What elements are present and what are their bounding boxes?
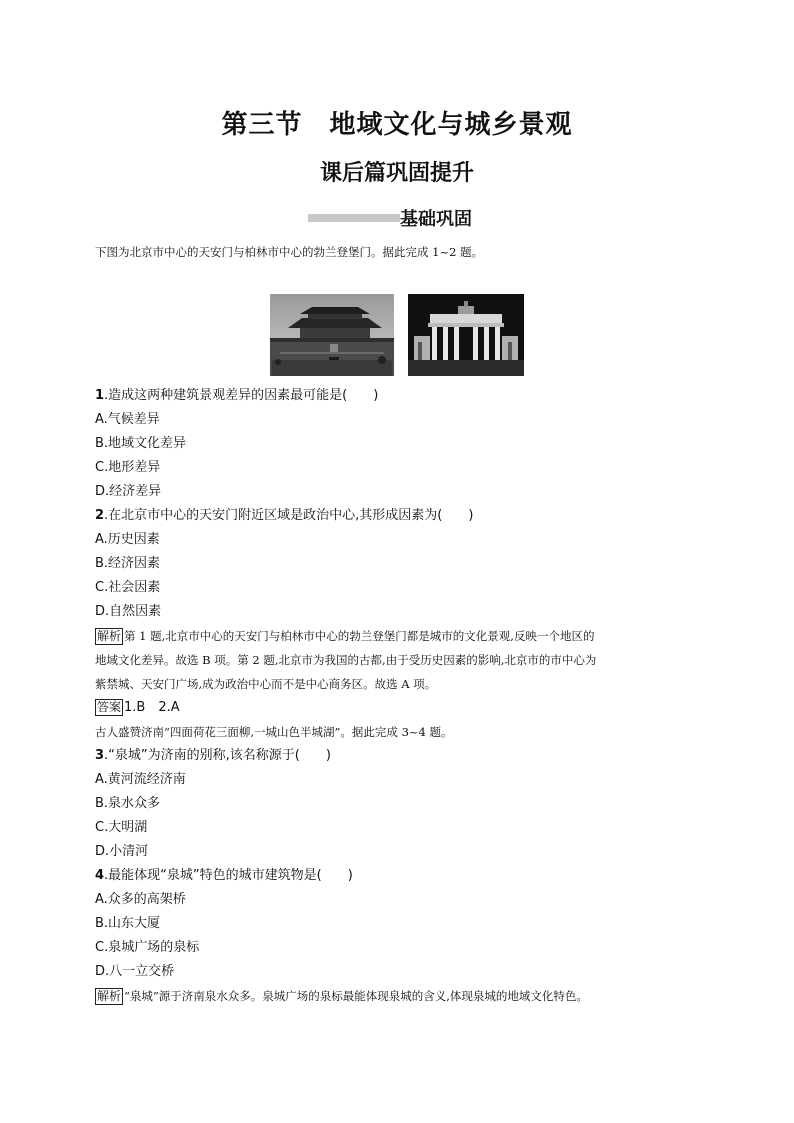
question-stem: .造成这两种建筑景观差异的因素最可能是( ) <box>104 388 379 403</box>
option-4c: C.泉城广场的泉标 <box>95 940 200 955</box>
question-4 <box>95 864 705 888</box>
option-2b: B.经济因素 <box>95 556 161 571</box>
question-number: 2 <box>95 508 105 523</box>
answer-1 <box>95 696 705 720</box>
section-heading <box>308 205 508 231</box>
option-4b: B.山东大厦 <box>95 916 161 931</box>
option-1c: C.地形差异 <box>95 460 161 475</box>
section-label: 基础巩固 <box>400 209 472 230</box>
question-number: 1 <box>95 388 105 403</box>
intro-text-1: 下图为北京市中心的天安门与柏林市中心的勃兰登堡门。据此完成 1~2 题。 <box>95 245 484 259</box>
question-3 <box>95 744 705 768</box>
page-title: 第三节 地域文化与城乡景观 <box>221 110 573 140</box>
photo-row <box>270 294 530 378</box>
analysis-text: “泉城”源于济南泉水众多。泉城广场的泉标最能体现泉城的含义,体现泉城的地域文化特色。 <box>124 989 588 1003</box>
analysis-1-line-1 <box>95 624 705 648</box>
analysis-1-line-2: 地域文化差异。故选 B 项。第 2 题,北京市为我国的古都,由于受历史因素的影响,北京市的市中心为 <box>95 653 597 667</box>
option-3c: C.大明湖 <box>95 820 148 835</box>
tiananmen-photo <box>270 294 394 376</box>
question-stem: .最能体现“泉城”特色的城市建筑物是( ) <box>104 868 353 883</box>
option-1b: B.地域文化差异 <box>95 436 187 451</box>
option-2a: A.历史因素 <box>95 532 160 547</box>
option-3a: A.黄河流经济南 <box>95 772 186 787</box>
option-4d: D.八一立交桥 <box>95 964 175 979</box>
option-1d: D.经济差异 <box>95 484 162 499</box>
question-1 <box>95 384 705 408</box>
option-2d: D.自然因素 <box>95 604 162 619</box>
page-subtitle: 课后篇巩固提升 <box>319 161 474 186</box>
answer-tag: 答案 <box>97 700 122 714</box>
option-3d: D.小清河 <box>95 844 149 859</box>
analysis-text: 第 1 题,北京市中心的天安门与柏林市中心的勃兰登堡门都是城市的文化景观,反映一个地区的 <box>124 629 595 643</box>
answer-text: 1.B 2.A <box>124 700 180 715</box>
analysis-1-line-3: 紫禁城、天安门广场,成为政治中心而不是中心商务区。故选 A 项。 <box>95 677 437 691</box>
option-4a: A.众多的高架桥 <box>95 892 186 907</box>
question-stem: .“泉城”为济南的别称,该名称源于( ) <box>104 748 331 763</box>
option-3b: B.泉水众多 <box>95 796 161 811</box>
section-bar <box>308 214 400 222</box>
analysis-2 <box>95 984 705 1008</box>
analysis-tag: 解析 <box>97 629 122 643</box>
intro-text-2: 古人盛赞济南“四面荷花三面柳,一城山色半城湖”。据此完成 3~4 题。 <box>95 725 453 739</box>
analysis-tag: 解析 <box>97 989 122 1003</box>
question-stem: .在北京市中心的天安门附近区域是政治中心,其形成因素为( ) <box>104 508 474 523</box>
option-1a: A.气候差异 <box>95 412 160 427</box>
brandenburg-gate-photo <box>408 294 524 376</box>
question-number: 3 <box>95 748 105 763</box>
option-2c: C.社会因素 <box>95 580 161 595</box>
question-number: 4 <box>95 868 105 883</box>
question-2 <box>95 504 705 528</box>
